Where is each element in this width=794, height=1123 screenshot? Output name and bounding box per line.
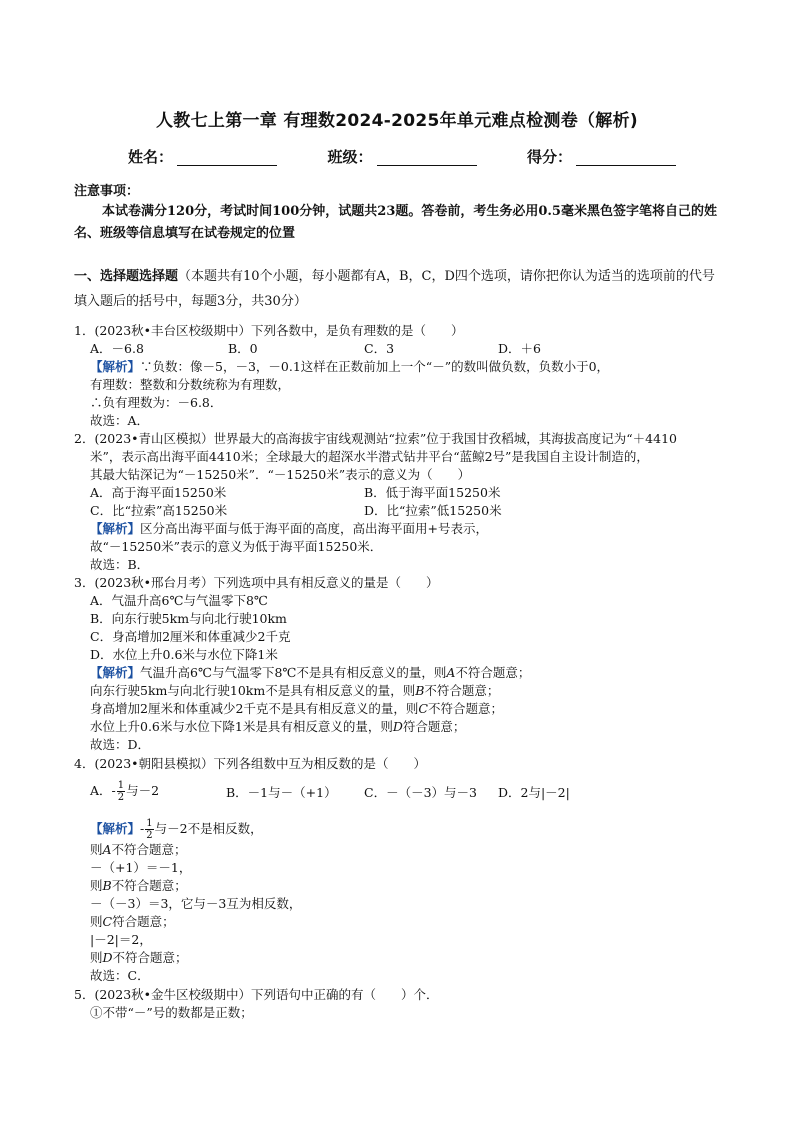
q4-analysis-line6: 则C符合题意； <box>90 914 175 929</box>
q4-analysis-line7: |－2|＝2， <box>90 932 152 947</box>
score-blank <box>576 149 676 166</box>
q2-option-c: C．比“拉索”高15250米 <box>90 503 228 518</box>
q4-option-a: A．- $\frac{1}{2}$ 与－2 <box>90 780 160 803</box>
analysis-label: 【解析】 <box>90 821 141 836</box>
q4-analysis-line1: 【解析】- $\frac{1}{2}$ 与－2不是相反数， <box>90 818 263 841</box>
q3-option-c: C．身高增加2厘米和体重减少2千克 <box>90 629 291 644</box>
fraction-one-half: $\frac{1}{2}$ <box>146 818 153 841</box>
q2-option-b: B．低于海平面15250米 <box>364 485 501 500</box>
q2-option-a: A．高于海平面15250米 <box>90 485 227 500</box>
score-label: 得分： <box>526 148 572 166</box>
notice-body: 本试卷满分120分，考试时间100分钟，试题共23题。答卷前，考生务必用0.5毫米黑色签字笔将自己的姓名、班级等信息填写在试卷规定的位置 <box>74 204 717 241</box>
student-info-row <box>128 146 676 167</box>
analysis-label: 【解析】 <box>90 665 141 680</box>
q5-stem: 5．(2023秋•金牛区校级期中）下列语句中正确的有（ ）个． <box>74 987 439 1002</box>
q3-analysis-line1: 【解析】气温升高6℃与气温零下8℃不是具有相反意义的量，则A不符合题意； <box>90 665 531 680</box>
q2-option-d: D．比“拉索”低15250米 <box>364 503 502 518</box>
q4-stem: 4．(2023•朝阳县模拟）下列各组数中互为相反数的是（ ） <box>74 756 427 771</box>
page-title: 人教七上第一章 有理数2024-2025年单元难点检测卷（解析) <box>156 111 638 131</box>
q2-stem-line3: 其最大钻深记为“－15250米”．“－15250米”表示的意义为（ ） <box>90 467 471 482</box>
q5-item-1: ①不带“－”号的数都是正数； <box>90 1005 253 1020</box>
notice-heading: 注意事项： <box>74 184 140 199</box>
q1-answer: 故选：A． <box>90 413 150 428</box>
q4-analysis-line2: 则A不符合题意； <box>90 842 187 857</box>
q4-option-c: C．－（－3）与－3 <box>364 785 477 800</box>
fraction-one-half: $\frac{1}{2}$ <box>117 780 125 803</box>
section-heading <box>74 264 720 314</box>
q1-analysis-line2: 有理数：整数和分数统称为有理数， <box>90 377 291 392</box>
q2-analysis-line2: 故“－15250米”表示的意义为低于海平面15250米． <box>90 539 383 554</box>
name-label: 姓名： <box>128 148 174 166</box>
q3-option-d: D．水位上升0.6米与水位下降1米 <box>90 647 278 662</box>
class-blank <box>377 149 477 166</box>
q4-analysis-line4: 则B不符合题意； <box>90 878 187 893</box>
q3-analysis-line4: 水位上升0.6米与水位下降1米是具有相反意义的量，则D符合题意； <box>90 719 466 734</box>
q2-stem-line1: 2．(2023•青山区模拟）世界最大的高海拔宇宙线观测站“拉索”位于我国甘孜稻城，其海拔高度记为“＋4410 <box>74 431 677 446</box>
q3-option-b: B．向东行驶5km与向北行驶10km <box>90 611 287 626</box>
q1-analysis-line3: ∴负有理数为：－6.8． <box>90 395 223 410</box>
q1-analysis-line1: 【解析】∵负数：像－5，－3，－0.1这样在正数前加上一个“－”的数叫做负数，负数小于0， <box>90 359 610 374</box>
q2-analysis-line1: 【解析】区分高出海平面与低于海平面的高度，高出海平面用+号表示， <box>90 521 488 536</box>
q1-option-a: A．－6.8 <box>90 341 144 356</box>
q4-answer: 故选：C． <box>90 968 150 983</box>
q1-option-d: D．＋6 <box>498 341 541 356</box>
q3-option-a: A．气温升高6℃与气温零下8℃ <box>90 593 268 608</box>
q3-stem: 3．(2023秋•邢台月考）下列选项中具有相反意义的量是（ ） <box>74 575 439 590</box>
q2-answer: 故选：B． <box>90 557 150 572</box>
q3-analysis-line2: 向东行驶5km与向北行驶10km不是具有相反意义的量，则B不符合题意； <box>90 683 500 698</box>
q1-stem: 1．(2023秋•丰台区校级期中）下列各数中，是负有理数的是（ ） <box>74 323 464 338</box>
q3-answer: 故选：D． <box>90 737 151 752</box>
q4-analysis-line5: －（－3）＝3，它与－3互为相反数， <box>90 896 302 911</box>
class-label: 班级： <box>327 148 373 166</box>
q4-analysis-line3: －（+1）＝－1， <box>90 860 192 875</box>
section-description: （本题共有10个小题，每小题都有A，B，C，D四个选项，请你把你认为适当的选项前的代号填入题后的括号中，每题3分，共30分） <box>74 269 715 309</box>
analysis-label: 【解析】 <box>90 521 141 536</box>
q4-option-b: B．－1与－（+1） <box>226 785 337 800</box>
q1-option-b: B．0 <box>228 341 258 356</box>
section-title: 一、选择题选择题 <box>74 269 179 284</box>
q1-option-c: C．3 <box>364 341 395 356</box>
name-blank <box>177 149 277 166</box>
q2-stem-line2: 米”，表示高出海平面4410米；全球最大的超深水半潜式钻井平台“蓝鲸2号”是我国自主设计制造的， <box>90 449 649 464</box>
analysis-label: 【解析】 <box>90 359 141 374</box>
q3-analysis-line3: 身高增加2厘米和体重减少2千克不是具有相反意义的量，则C不符合题意； <box>90 701 504 716</box>
q4-analysis-line8: 则D不符合题意； <box>90 950 188 965</box>
q4-option-d: D．2与|－2| <box>498 785 570 800</box>
